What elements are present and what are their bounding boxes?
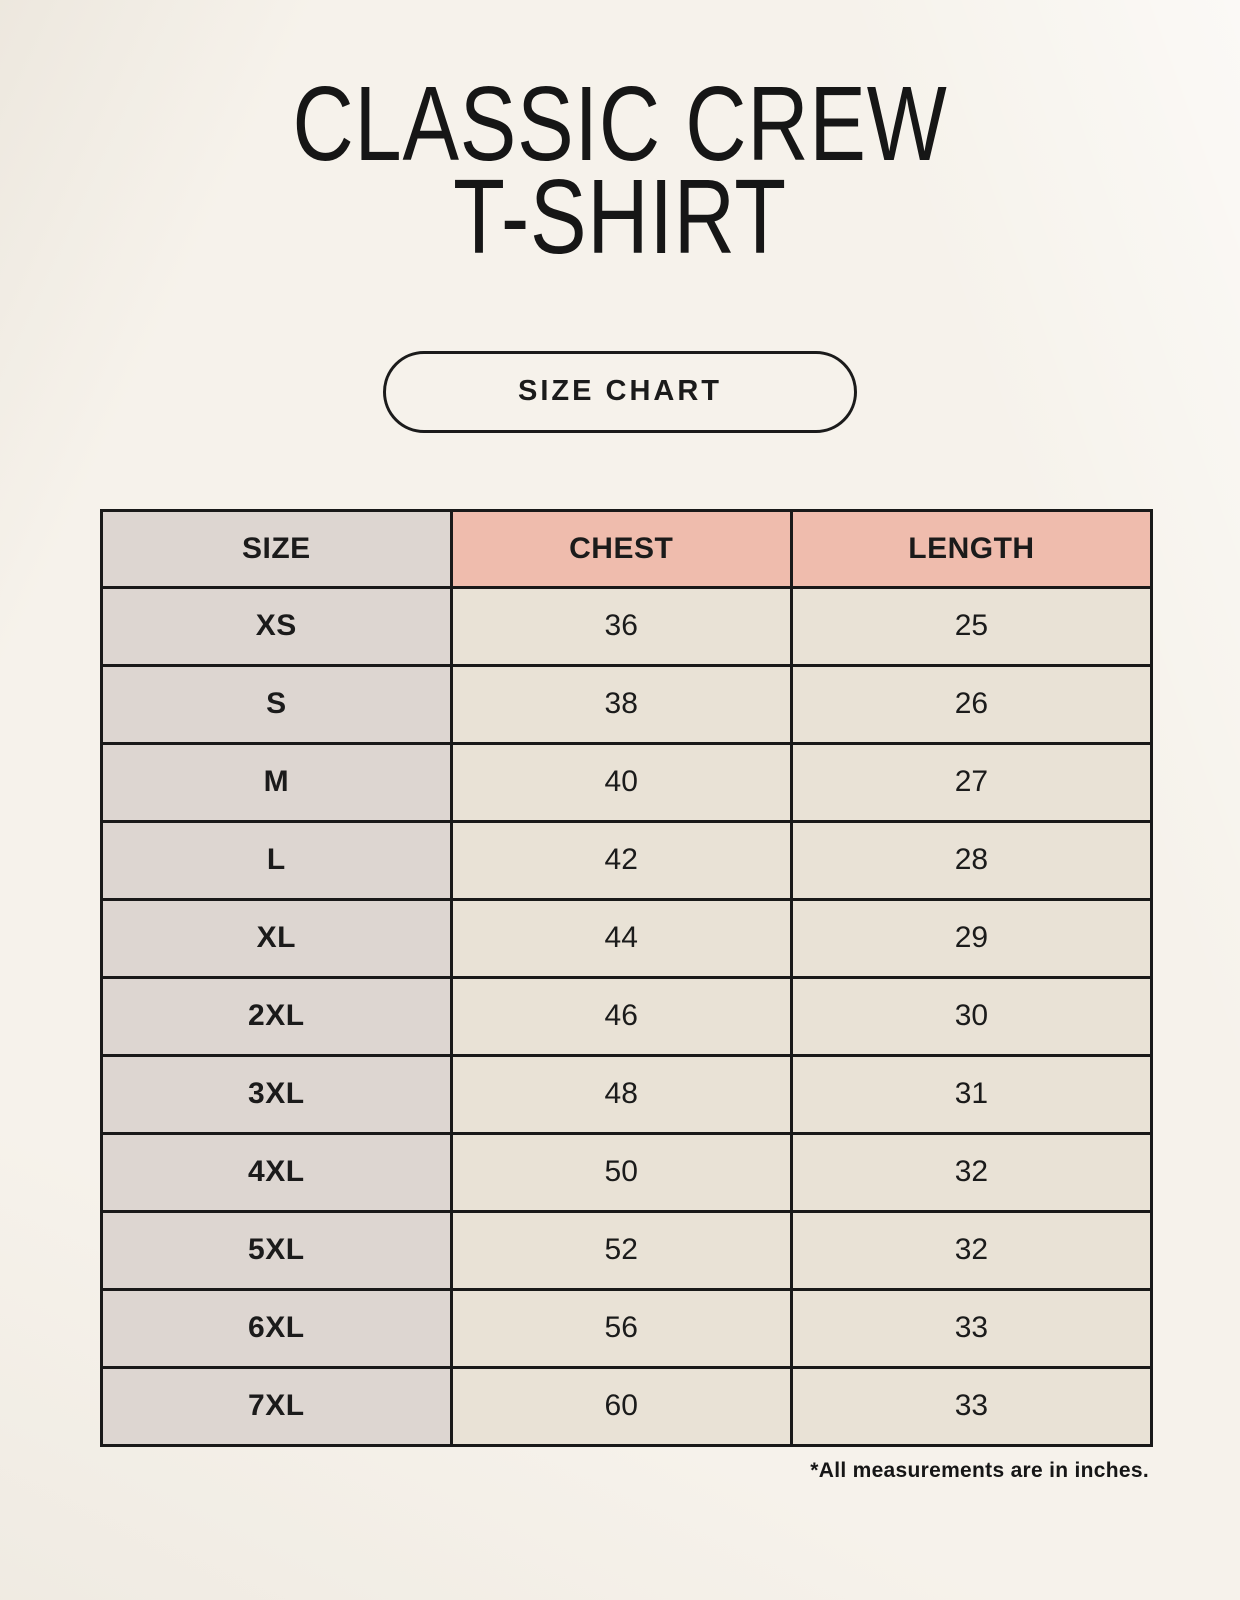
chest-cell: 60 [451, 1367, 791, 1445]
chest-cell: 36 [451, 587, 791, 665]
chest-cell: 52 [451, 1211, 791, 1289]
chest-cell: 46 [451, 977, 791, 1055]
chest-cell: 48 [451, 1055, 791, 1133]
table-row [102, 899, 1152, 977]
length-cell: 26 [791, 665, 1151, 743]
table-row [102, 1367, 1152, 1445]
size-cell: L [102, 821, 452, 899]
chest-cell: 38 [451, 665, 791, 743]
length-cell: 31 [791, 1055, 1151, 1133]
size-cell: 7XL [102, 1367, 452, 1445]
size-cell: S [102, 665, 452, 743]
size-cell: M [102, 743, 452, 821]
chest-cell: 40 [451, 743, 791, 821]
size-cell: 5XL [102, 1211, 452, 1289]
measurements-footnote: *All measurements are in inches. [810, 1458, 1149, 1482]
size-cell: 6XL [102, 1289, 452, 1367]
size-cell: XS [102, 587, 452, 665]
table-row [102, 1211, 1152, 1289]
table-row [102, 977, 1152, 1055]
size-chart-table [100, 509, 1153, 1447]
length-cell: 28 [791, 821, 1151, 899]
length-cell: 32 [791, 1211, 1151, 1289]
length-cell: 29 [791, 899, 1151, 977]
table-row [102, 1055, 1152, 1133]
size-cell: 2XL [102, 977, 452, 1055]
length-cell: 25 [791, 587, 1151, 665]
size-chart-badge-container [0, 351, 1240, 433]
size-cell: 4XL [102, 1133, 452, 1211]
size-chart-badge-label: SIZE CHART [518, 375, 722, 408]
size-cell: XL [102, 899, 452, 977]
length-cell: 32 [791, 1133, 1151, 1211]
column-header-size: SIZE [102, 510, 452, 587]
length-cell: 30 [791, 977, 1151, 1055]
table-row [102, 665, 1152, 743]
length-cell: 33 [791, 1289, 1151, 1367]
table-body [102, 587, 1152, 1445]
chest-cell: 56 [451, 1289, 791, 1367]
table-row [102, 821, 1152, 899]
size-cell: 3XL [102, 1055, 452, 1133]
table-row [102, 1289, 1152, 1367]
length-cell: 33 [791, 1367, 1151, 1445]
chest-cell: 50 [451, 1133, 791, 1211]
chest-cell: 44 [451, 899, 791, 977]
column-header-chest: CHEST [451, 510, 791, 587]
column-header-length: LENGTH [791, 510, 1151, 587]
page-title-line-2: T-SHIRT [453, 158, 787, 277]
size-chart-badge[interactable] [383, 351, 857, 433]
chest-cell: 42 [451, 821, 791, 899]
table-header-row [102, 510, 1152, 587]
page-title-line-1: CLASSIC CREW [292, 65, 948, 183]
table-row [102, 1133, 1152, 1211]
page-title [0, 0, 1240, 277]
table-row [102, 743, 1152, 821]
length-cell: 27 [791, 743, 1151, 821]
table-row [102, 587, 1152, 665]
